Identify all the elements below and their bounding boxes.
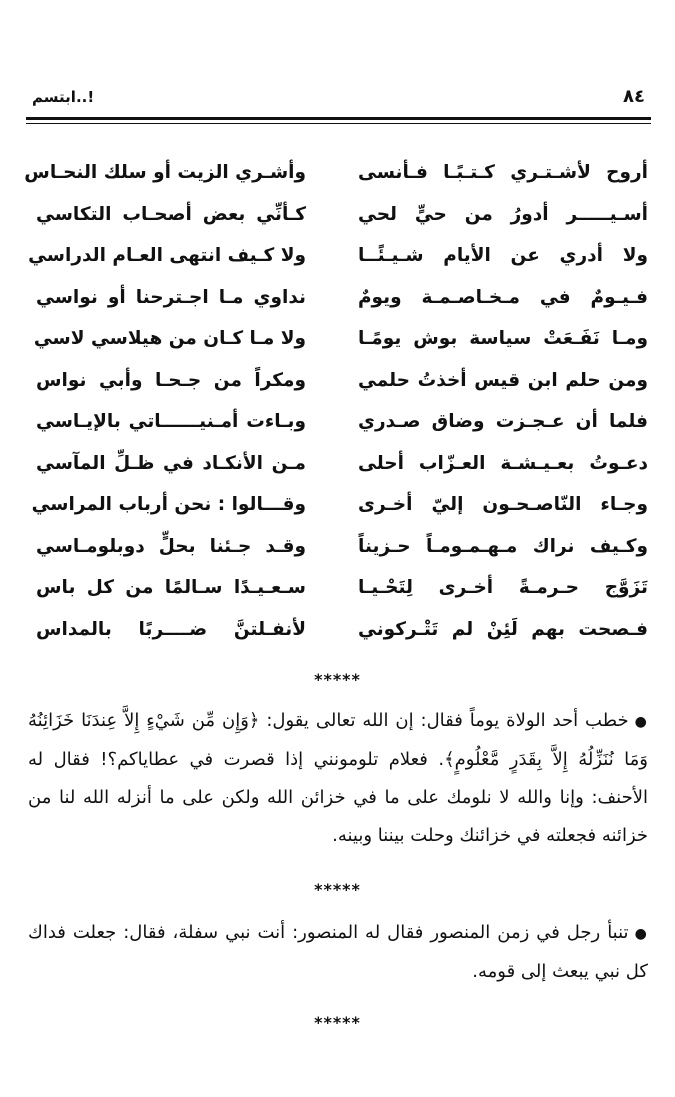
verse-first-hemistich: ومـا نَفَـعَتْ سياسة بوش يومًـا bbox=[358, 328, 648, 349]
verse-first-hemistich: فلما أن عـجـزت وضاق صـدري bbox=[358, 411, 648, 432]
verse-second-hemistich: نداوي مـا اجـترحنا أو نواسي bbox=[36, 286, 306, 308]
anecdote-text: تنبأ رجل في زمن المنصور فقال له المنصور: أنت نبي سفلة، فقال: جعلت فداك كل نبي يبعث إلى قومه. bbox=[28, 922, 648, 982]
verse-first-hemistich: فـيـومٌ في مـخـاصـمـة ويومٌ bbox=[358, 286, 648, 308]
header-rule-thick bbox=[26, 117, 651, 120]
verse-second-hemistich: كـأنِّي بعض أصحـاب التكاسي bbox=[36, 203, 306, 225]
verse-second-hemistich: لأنفـلتنَّ ضــــربًا بالمداس bbox=[36, 618, 306, 640]
section-separator: ***** bbox=[314, 880, 361, 899]
bullet-icon: ● bbox=[634, 714, 649, 730]
verse-first-hemistich: ومن حلم ابن قيس أخذتُ حلمي bbox=[358, 369, 648, 391]
poem-verse bbox=[26, 245, 648, 287]
poem-verse bbox=[26, 494, 648, 536]
verse-second-hemistich: وبـاءت أمـنيــــــاتي بالإيـاسي bbox=[36, 411, 306, 432]
verse-first-hemistich: وكـيف نراك مـهـمـومـاً حـزيناً bbox=[358, 535, 648, 557]
verse-second-hemistich: ومكراً من جـحـا وأبي نواس bbox=[36, 369, 306, 391]
section-separator: ***** bbox=[314, 1013, 361, 1032]
verse-second-hemistich: وقـــالوا : نحن أرباب المراسي bbox=[31, 494, 306, 515]
poem-verse bbox=[26, 411, 648, 453]
anecdote-paragraph bbox=[28, 702, 648, 855]
poem-verse bbox=[26, 162, 648, 204]
poem-verse bbox=[26, 577, 648, 619]
poem bbox=[26, 162, 648, 660]
page-header bbox=[26, 86, 651, 116]
page-number: ٨٤ bbox=[623, 86, 645, 107]
poem-verse bbox=[26, 370, 648, 412]
header-rule-thin bbox=[26, 123, 651, 124]
verse-second-hemistich: مـن الأنكـاد في ظـلِّ المآسي bbox=[36, 452, 306, 474]
poem-verse bbox=[26, 287, 648, 329]
poem-verse bbox=[26, 204, 648, 246]
section-separator: ***** bbox=[314, 670, 361, 689]
verse-second-hemistich: ولا كـيف انتهى العـام الدراسي bbox=[28, 245, 306, 266]
verse-first-hemistich: ولا أدري عن الأيام شـيـئًــا bbox=[358, 245, 648, 266]
anecdote-paragraph bbox=[28, 914, 648, 991]
poem-verse bbox=[26, 453, 648, 495]
running-title: ابتسم..! bbox=[32, 88, 95, 106]
verse-second-hemistich: سـعـيـدًا سـالمًا من كل باس bbox=[36, 577, 306, 598]
anecdote-text: خطب أحد الولاة يوماً فقال: إن الله تعالى يقول: ﴿وَإِن مِّن شَيْءٍ إِلاَّ عِندَنَا خَزَائِنُهُ وَمَا نُنَزِّلُهُ إِلاَّ بِقَدَرٍ مَّعْلُومٍ﴾. فعلام تلومونني إذا قصرت في عطاياكم؟! فقال له الأحنف: وإنا والله لا نلومك على ما في خزائن الله ولكن على ما أنزله الله لنا من خزائنه فجعلته في خزائنك وحلت بيننا وبينه. bbox=[28, 710, 648, 846]
verse-first-hemistich: فـصحت بهم لَئِنْ لم تَتْـركوني bbox=[358, 618, 648, 640]
verse-first-hemistich: وجـاء النّاصـحـون إليّ أخـرى bbox=[358, 494, 648, 515]
verse-first-hemistich: أسـيـــــر أدورُ من حيٍّ لحي bbox=[358, 203, 648, 225]
verse-second-hemistich: ولا مـا كـان من هيلاسي لاسي bbox=[33, 328, 306, 349]
verse-first-hemistich: أروح لأشـتـري كـتـبًـا فـأنسى bbox=[358, 162, 648, 183]
verse-first-hemistich: تَزَوَّج حـرمـةً أخـرى لِتَحْـيـا bbox=[358, 577, 648, 598]
bullet-icon: ● bbox=[634, 926, 649, 942]
verse-second-hemistich: وأشـري الزيت أو سلك النحـاس bbox=[24, 162, 306, 183]
verse-first-hemistich: دعـوتُ بعـيـشـة العـزّاب أحلى bbox=[358, 452, 648, 474]
poem-verse bbox=[26, 619, 648, 661]
poem-verse bbox=[26, 328, 648, 370]
verse-second-hemistich: وقـد جـئنا بحلٍّ دوبلومـاسي bbox=[36, 535, 306, 557]
poem-verse bbox=[26, 536, 648, 578]
